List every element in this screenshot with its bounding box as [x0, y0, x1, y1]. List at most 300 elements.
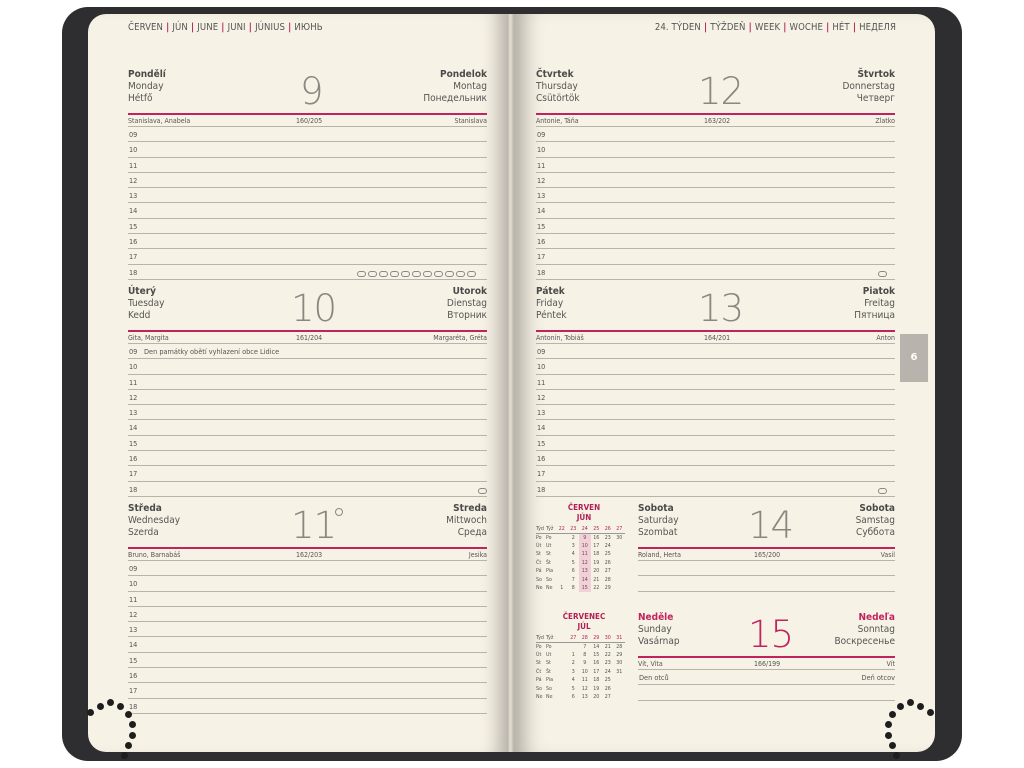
header-word: JÚN	[172, 22, 188, 33]
calendar-day	[614, 567, 626, 575]
hour-line[interactable]	[536, 419, 895, 434]
calendar-day	[614, 575, 626, 583]
day-name-hu: Kedd	[128, 310, 151, 321]
hour-label: 16	[129, 671, 138, 681]
weekday-label: Ut	[546, 542, 552, 549]
day-name-de: Samstag	[855, 515, 895, 526]
day-count: 161/204	[296, 334, 323, 342]
hour-label: 11	[129, 594, 138, 604]
calendar-day: 7	[571, 576, 575, 583]
day-count: 165/200	[754, 551, 781, 559]
weekday-label: Po	[536, 643, 542, 650]
note-line[interactable]	[638, 684, 895, 699]
hour-label: 15	[129, 438, 138, 448]
hour-line[interactable]	[128, 713, 487, 728]
calendar-day: 2	[571, 660, 575, 667]
hour-line[interactable]	[536, 343, 895, 358]
day-name-cz: Středa	[128, 503, 162, 514]
blank-lines[interactable]	[638, 560, 895, 606]
day-name-ru: Понедельник	[423, 93, 487, 104]
nameday-row	[536, 333, 895, 343]
note-line[interactable]	[638, 575, 895, 590]
hour-line[interactable]	[128, 218, 487, 233]
weekday-label: Št	[546, 668, 551, 675]
day-name-hu: Csütörtök	[536, 93, 580, 104]
symbol-icon	[467, 271, 476, 277]
header-word: JUNE	[197, 22, 219, 33]
calendar-day: 4	[571, 677, 575, 684]
weekday-label: St	[546, 551, 551, 558]
day-name-cz-block	[128, 69, 166, 105]
hour-line[interactable]	[536, 481, 895, 496]
calendar-day: 15	[579, 584, 591, 592]
decoration-dot	[97, 703, 104, 710]
calendar-day	[556, 559, 568, 567]
header-word: НЕДЕЛЯ	[859, 22, 896, 33]
day-name-hu: Hétfő	[128, 93, 153, 104]
calendar-day	[614, 676, 626, 684]
hour-line[interactable]	[536, 126, 895, 141]
holiday-note-sk: Deň otcov	[861, 673, 895, 682]
nameday-row	[128, 116, 487, 126]
day-name-sk-block	[446, 503, 487, 539]
separator: |	[187, 22, 198, 33]
weekday-label: Pá	[536, 677, 542, 684]
week-number: 31	[614, 634, 626, 642]
hour-line[interactable]	[536, 264, 895, 279]
decoration-dot	[885, 732, 892, 739]
week-number: 29	[591, 634, 603, 642]
weekday-label: So	[546, 576, 552, 583]
hour-line[interactable]	[128, 157, 487, 172]
hour-line[interactable]	[536, 187, 895, 202]
hour-line[interactable]	[536, 374, 895, 389]
hour-line[interactable]	[128, 481, 487, 496]
weekday-label: Čt	[536, 559, 542, 566]
hour-line[interactable]	[128, 698, 487, 713]
hour-line[interactable]	[128, 636, 487, 651]
hour-line[interactable]	[128, 591, 487, 606]
hour-line[interactable]	[536, 465, 895, 480]
day-count: 160/205	[296, 117, 323, 125]
day-count: 162/203	[296, 551, 323, 559]
hour-label: 09	[537, 130, 546, 139]
hour-line[interactable]	[536, 435, 895, 450]
calendar-day: 21	[604, 643, 611, 650]
hour-label: 14	[537, 423, 546, 433]
hour-lines[interactable]	[536, 343, 895, 511]
calendar-day: 23	[604, 534, 611, 541]
calendar-day: 8	[571, 584, 575, 591]
calendar-day	[568, 642, 580, 650]
calendar-day: 2	[571, 534, 575, 541]
calendar-day: 18	[593, 551, 600, 558]
hour-label: 15	[537, 438, 546, 448]
hour-label: 16	[129, 237, 138, 247]
weekday-label: Št	[546, 559, 551, 566]
nameday-cz: Roland, Herta	[638, 551, 682, 559]
weekday-label: St	[536, 660, 541, 667]
calendar-day: 10	[579, 542, 591, 550]
day-name-en: Tuesday	[128, 298, 165, 309]
hour-line[interactable]	[128, 404, 487, 419]
day-name-sk: Streda	[453, 503, 487, 514]
separator: |	[245, 22, 256, 33]
hour-line[interactable]	[128, 560, 487, 575]
calendar-day: 18	[593, 677, 600, 684]
symbol-icon	[379, 271, 388, 277]
hour-label: 13	[537, 408, 546, 418]
day-name-cz-block	[638, 612, 680, 648]
calendar-day: 24	[604, 668, 611, 675]
day-name-cz: Pondělí	[128, 69, 166, 80]
day-name-de: Sonntag	[857, 624, 895, 635]
day-name-en: Sunday	[638, 624, 672, 635]
calendar-day: 12	[579, 559, 591, 567]
hour-line[interactable]	[128, 141, 487, 156]
header-word: 24. TÝDEN	[654, 22, 701, 33]
holiday-note-cz: Den otců	[639, 673, 669, 682]
calendar-day	[556, 642, 568, 650]
day-number: 15	[748, 613, 794, 656]
calendar-day: 22	[604, 651, 611, 658]
hour-label: 11	[129, 160, 138, 170]
hour-line[interactable]	[128, 389, 487, 404]
weekday-label: Po	[546, 643, 552, 650]
calendar-day	[556, 533, 568, 541]
calendar-day: 27	[604, 568, 611, 575]
hour-label: 09	[129, 564, 138, 573]
day-number: 14	[748, 504, 794, 547]
hour-label: 15	[129, 655, 138, 665]
header-word: WEEK	[754, 22, 781, 33]
day-name-cz-block	[128, 503, 180, 539]
calendar-day	[556, 550, 568, 558]
hour-label: 09	[129, 130, 138, 139]
day-number: 10	[291, 287, 337, 330]
calendar-day	[556, 668, 568, 676]
symbol-icon	[401, 271, 410, 277]
hour-line[interactable]	[536, 358, 895, 373]
symbol-icon	[423, 271, 432, 277]
note-line[interactable]	[638, 700, 895, 715]
decoration-dot	[927, 709, 934, 716]
decoration-dot	[87, 709, 94, 716]
calendar-day: 30	[616, 660, 623, 667]
weekday-label: Ne	[536, 584, 543, 591]
calendar-day: 15	[593, 651, 600, 658]
hour-label: 11	[537, 377, 546, 387]
symbol-icon	[878, 488, 887, 494]
separator: |	[700, 22, 711, 33]
decoration-dot	[893, 752, 900, 759]
hour-label: 14	[537, 206, 546, 216]
weekday-label: Pá	[536, 568, 542, 575]
decoration-dot	[889, 711, 896, 718]
header-word: JUNI	[227, 22, 246, 33]
calendar-day: 25	[604, 551, 611, 558]
calendar-day: 17	[593, 668, 600, 675]
hour-line[interactable]	[128, 606, 487, 621]
hour-line[interactable]	[536, 450, 895, 465]
day-name-sk-block	[423, 69, 487, 105]
weekday-label: St	[536, 551, 541, 558]
hour-line[interactable]	[128, 682, 487, 697]
calendar-day	[614, 684, 626, 692]
day-name-de: Mittwoch	[446, 515, 487, 526]
calendar-day: 27	[604, 693, 611, 700]
calendar-day: 1	[560, 584, 564, 591]
hour-line[interactable]	[536, 202, 895, 217]
hour-line[interactable]	[128, 248, 487, 263]
week-number: 22	[556, 525, 568, 533]
binding-gutter	[507, 14, 514, 752]
hour-line[interactable]	[128, 202, 487, 217]
weekday-label: Ut	[546, 651, 552, 658]
calendar-day	[556, 659, 568, 667]
calendar-day: 16	[593, 534, 600, 541]
calendar-day: 30	[616, 534, 623, 541]
hour-line[interactable]	[128, 450, 487, 465]
day-name-sk-block	[447, 286, 487, 322]
calendar-day: 29	[604, 584, 611, 591]
moon-phase-icon	[335, 508, 343, 516]
weekday-label: Út	[536, 542, 542, 549]
day-rule	[536, 113, 895, 115]
calendar-day: 5	[571, 559, 575, 566]
decoration-dot	[129, 721, 136, 728]
weekday-label: So	[536, 685, 542, 692]
note-line[interactable]	[638, 591, 895, 606]
hour-label: 12	[129, 609, 138, 619]
nameday-cz: Antonie, Táňa	[536, 117, 579, 125]
nameday-row	[128, 333, 487, 343]
nameday-sk: Anton	[876, 334, 895, 342]
calendar-day: 21	[593, 576, 600, 583]
hour-label: 17	[129, 252, 138, 262]
calendar-day: 20	[593, 693, 600, 700]
day-rule	[128, 113, 487, 115]
weekday-label: Ne	[546, 584, 553, 591]
nameday-sk: Vasil	[880, 551, 895, 559]
hour-label: 10	[129, 579, 138, 589]
week-number	[556, 634, 568, 642]
symbol-icon	[412, 271, 421, 277]
hour-label: 17	[537, 252, 546, 262]
hour-lines[interactable]	[128, 560, 487, 728]
hour-label: 09	[537, 347, 546, 356]
week-number: 27	[568, 634, 580, 642]
hour-line[interactable]	[128, 343, 487, 358]
header-word: ИЮНЬ	[294, 22, 323, 33]
weekday-label: Čt	[536, 668, 542, 675]
day-number: 13	[698, 287, 744, 330]
hour-label: 15	[129, 221, 138, 231]
month-header	[128, 22, 323, 33]
calendar-day: 28	[616, 643, 623, 650]
calendar-day: 12	[581, 685, 588, 692]
calendar-day: 3	[571, 542, 575, 549]
hour-label: 17	[537, 469, 546, 479]
day-rule	[128, 330, 487, 332]
hour-line[interactable]	[536, 233, 895, 248]
weekday-label: Ne	[546, 693, 553, 700]
calendar-grid	[536, 525, 625, 592]
note-line[interactable]	[638, 669, 895, 684]
week-number: 25	[591, 525, 603, 533]
month-tab[interactable]: 6	[900, 334, 928, 382]
calendar-day: 14	[593, 643, 600, 650]
week-number: 28	[579, 634, 591, 642]
separator: |	[745, 22, 755, 33]
calendar-day: 8	[583, 651, 587, 658]
separator: |	[218, 22, 228, 33]
week-number: 23	[568, 525, 580, 533]
day-rule	[536, 330, 895, 332]
nameday-sk: Jesika	[468, 551, 487, 559]
calendar-day: 29	[616, 651, 623, 658]
hour-label: 16	[537, 237, 546, 247]
day-rule	[128, 547, 487, 549]
hour-line[interactable]	[536, 172, 895, 187]
day-name-de: Montag	[453, 81, 487, 92]
calendar-day: 20	[593, 568, 600, 575]
day-name-cz: Pátek	[536, 286, 565, 297]
calendar-day	[556, 567, 568, 575]
day-name-sk: Piatok	[862, 286, 895, 297]
hour-line[interactable]	[536, 157, 895, 172]
day-name-cz: Sobota	[638, 503, 674, 514]
day-name-hu: Szombat	[638, 527, 678, 538]
day-name-ru: Воскресенье	[834, 636, 895, 647]
hour-line[interactable]	[128, 575, 487, 590]
day-name-cz: Čtvrtek	[536, 69, 574, 80]
hour-line[interactable]	[128, 358, 487, 373]
hour-line[interactable]	[128, 465, 487, 480]
symbol-icon	[390, 271, 399, 277]
hour-line[interactable]	[128, 435, 487, 450]
calendar-day: 9	[583, 660, 587, 667]
day-name-sk: Utorok	[452, 286, 487, 297]
hour-line[interactable]	[128, 652, 487, 667]
holiday-note: Den památky obětí vyhlazení obce Lidice	[144, 347, 280, 356]
hour-line[interactable]	[536, 141, 895, 156]
separator: |	[163, 22, 173, 33]
day-name-sk: Štvrtok	[857, 69, 895, 80]
calendar-day	[614, 693, 626, 701]
hour-label: 12	[537, 175, 546, 185]
calendar-day: 9	[579, 533, 591, 541]
day-name-cz-block	[638, 503, 679, 539]
week-number: 24	[579, 525, 591, 533]
symbol-icon	[434, 271, 443, 277]
weekday-label: St	[546, 660, 551, 667]
hour-line[interactable]	[128, 172, 487, 187]
weekday-label: So	[546, 685, 552, 692]
calendar-day	[556, 651, 568, 659]
hour-label: 17	[129, 686, 138, 696]
day-name-en: Saturday	[638, 515, 679, 526]
nameday-sk: Vít	[886, 660, 895, 668]
hour-label: 12	[129, 392, 138, 402]
hour-label: 18	[129, 267, 138, 277]
decoration-dot	[107, 699, 114, 706]
calendar-day: 14	[579, 575, 591, 583]
day-number: 11	[291, 504, 337, 547]
hour-line[interactable]	[536, 389, 895, 404]
decoration-dot	[889, 742, 896, 749]
mini-calendar-june	[536, 503, 632, 592]
hour-lines[interactable]	[536, 126, 895, 294]
hour-lines[interactable]	[128, 126, 487, 294]
header-word: TÝŽDEŇ	[710, 22, 746, 33]
calendar-day	[556, 542, 568, 550]
week-number: 27	[614, 525, 626, 533]
header-word: ČERVEN	[128, 22, 164, 33]
hour-label: 10	[129, 145, 138, 155]
hour-label: 10	[129, 362, 138, 372]
note-line[interactable]	[638, 560, 895, 575]
blank-lines[interactable]	[638, 669, 895, 715]
calendar-day: 17	[593, 542, 600, 549]
hour-label: 15	[537, 221, 546, 231]
day-name-sk-block	[856, 503, 895, 539]
calendar-day: 5	[571, 685, 575, 692]
hour-line[interactable]	[536, 248, 895, 263]
hour-line[interactable]	[128, 187, 487, 202]
calendar-day: 13	[581, 693, 588, 700]
day-name-en: Thursday	[536, 81, 578, 92]
calendar-day: 6	[571, 693, 575, 700]
hour-label: 18	[129, 701, 138, 711]
symbol-icon	[456, 271, 465, 277]
hour-line[interactable]	[536, 404, 895, 419]
calendar-month-sk: JÚN	[576, 513, 592, 522]
separator: |	[823, 22, 833, 33]
hour-line[interactable]	[128, 621, 487, 636]
separator: |	[285, 22, 295, 33]
hour-lines[interactable]	[128, 343, 487, 511]
calendar-day	[614, 550, 626, 558]
hour-label: 14	[129, 206, 138, 216]
nameday-cz: Stanislava, Anabela	[128, 117, 191, 125]
hour-line[interactable]	[128, 419, 487, 434]
hour-line[interactable]	[128, 374, 487, 389]
moon-phase-symbols	[357, 271, 476, 277]
nameday-cz: Antonín, Tobiáš	[536, 334, 584, 342]
calendar-day: 3	[571, 668, 575, 675]
hour-line[interactable]	[128, 126, 487, 141]
hour-label: 16	[129, 454, 138, 464]
day-name-en: Wednesday	[128, 515, 181, 526]
calendar-day	[614, 584, 626, 592]
hour-label: 17	[129, 469, 138, 479]
weekday-label: So	[536, 576, 542, 583]
decoration-dot	[117, 703, 124, 710]
hour-label: 11	[129, 377, 138, 387]
day-number: 12	[698, 70, 744, 113]
decoration-dot	[885, 721, 892, 728]
week-number: 26	[602, 525, 614, 533]
decoration-dot	[125, 711, 132, 718]
hour-line[interactable]	[128, 233, 487, 248]
day-name-de: Freitag	[864, 298, 895, 309]
nameday-cz: Gita, Margita	[128, 334, 169, 342]
hour-line[interactable]	[536, 218, 895, 233]
week-number: Týž	[546, 525, 556, 533]
decoration-dot	[121, 752, 128, 759]
hour-line[interactable]	[128, 667, 487, 682]
